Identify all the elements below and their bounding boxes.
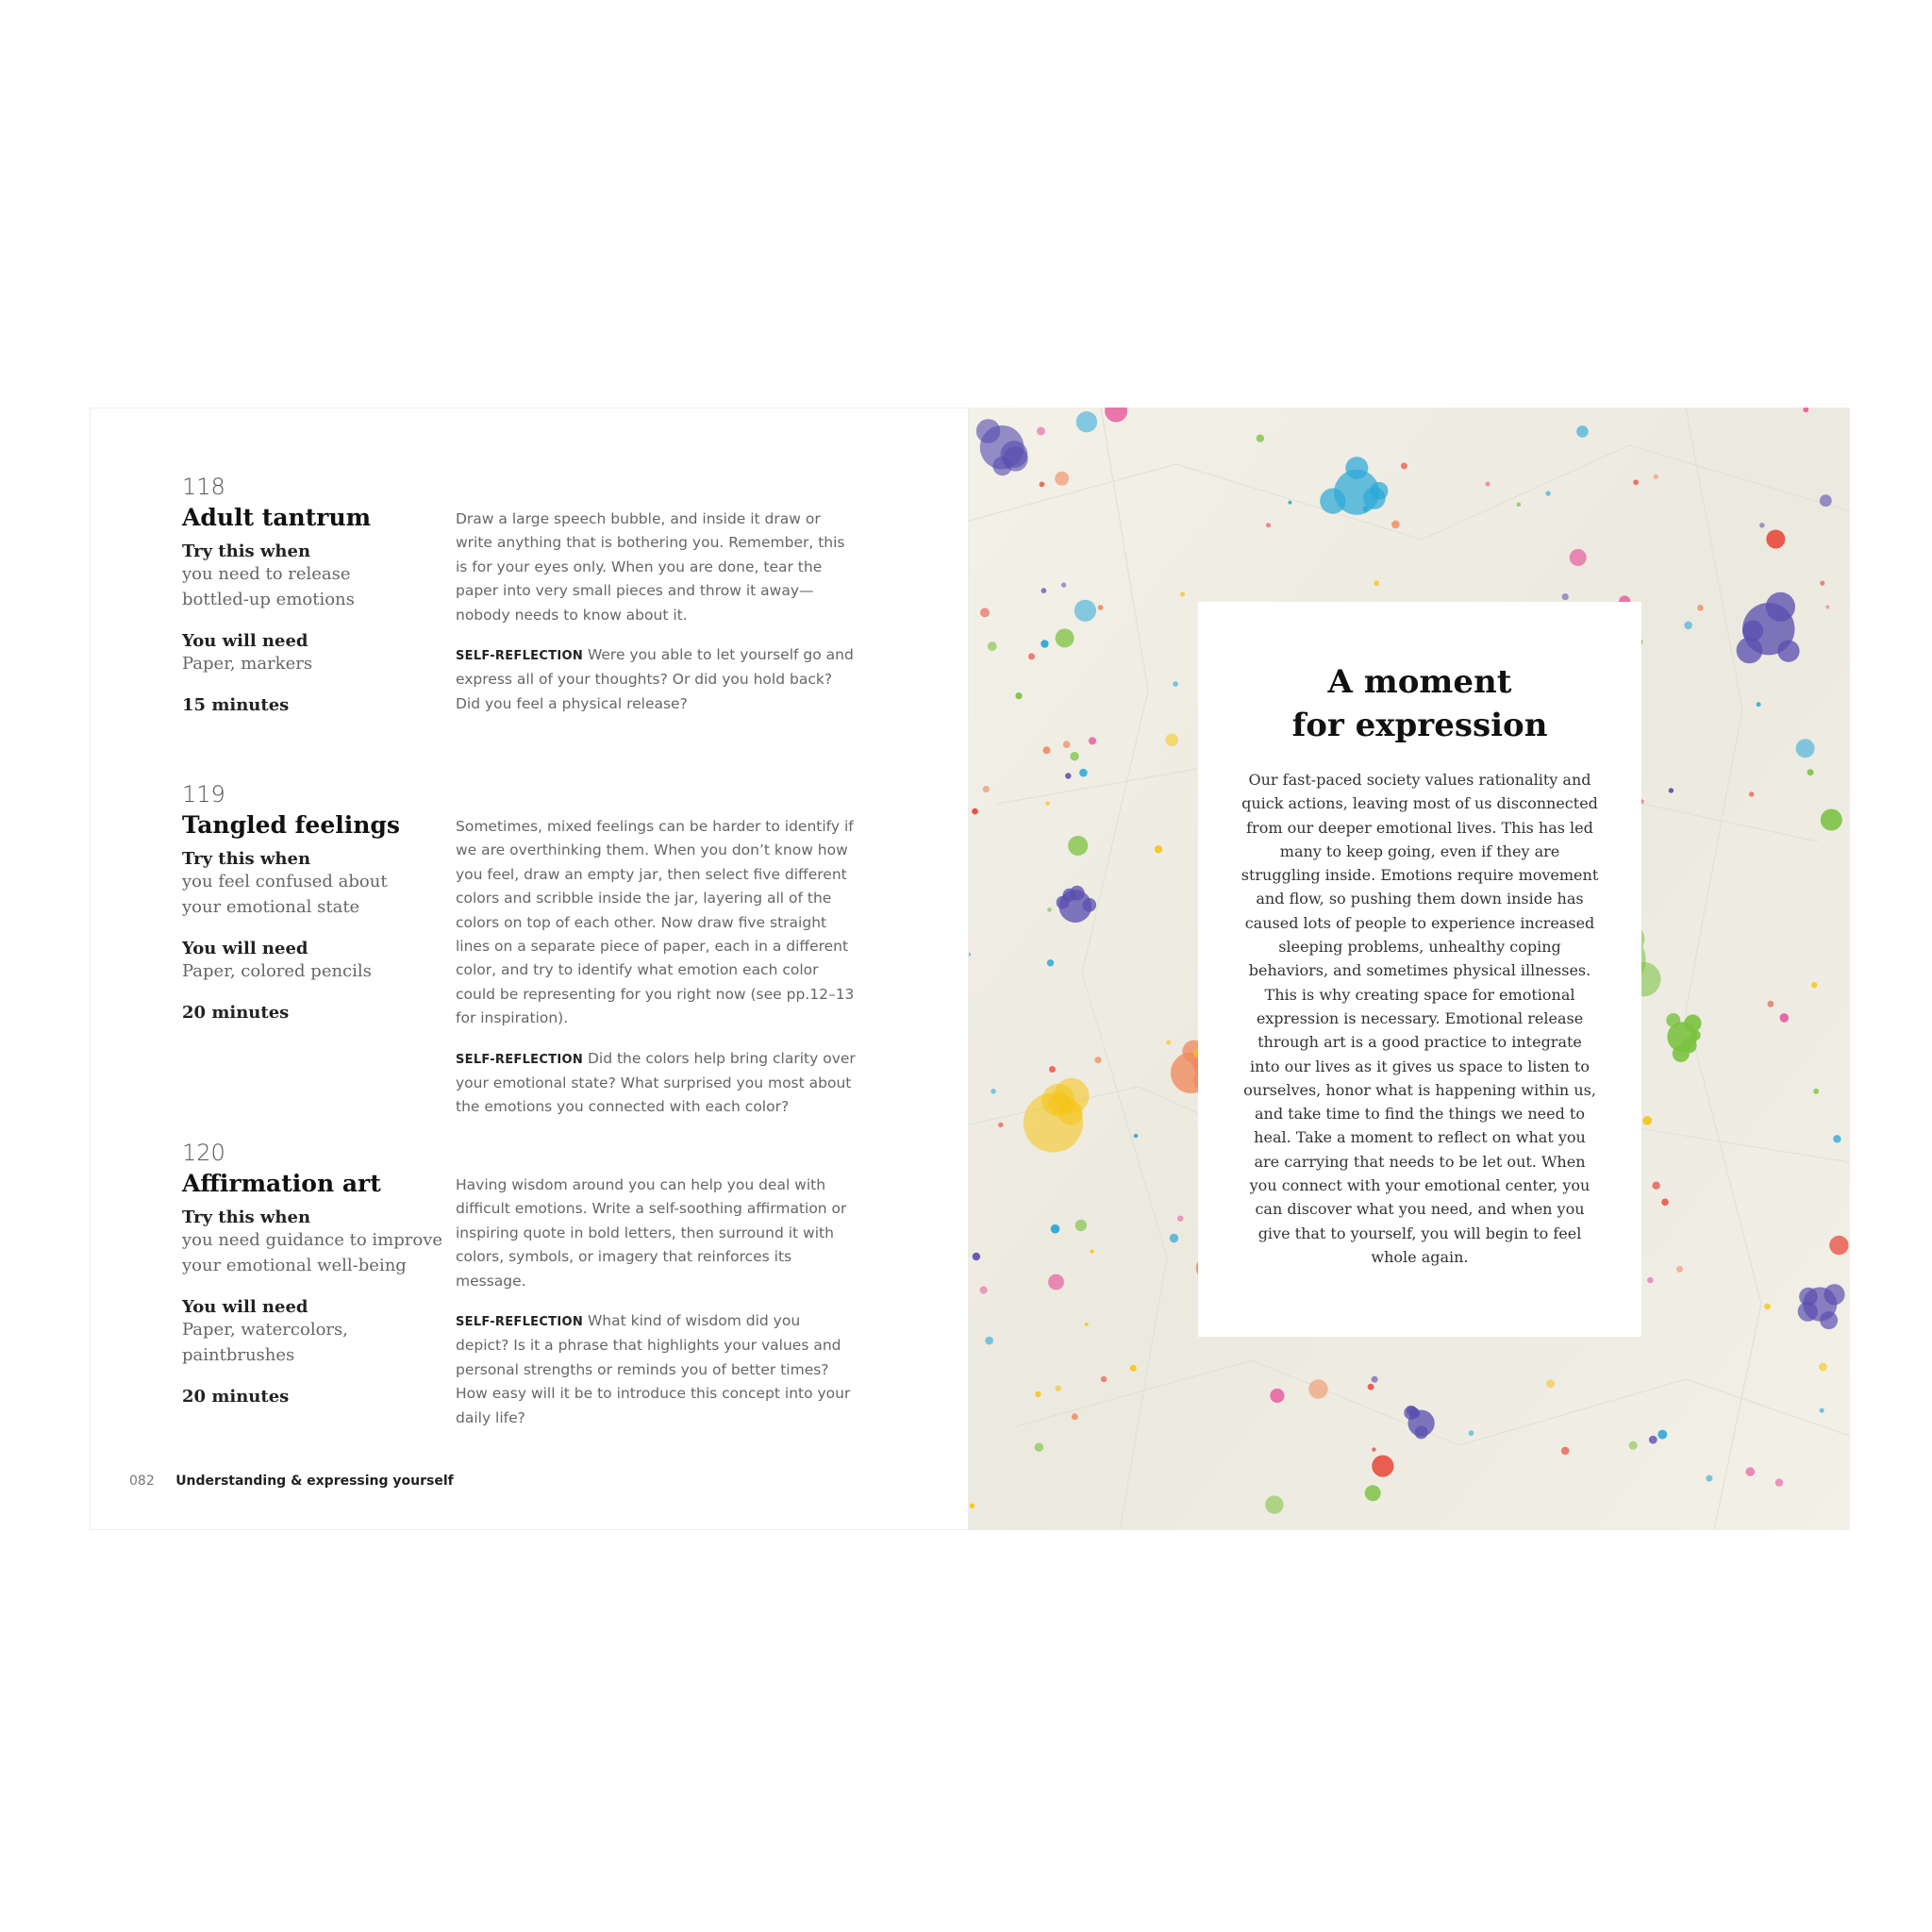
paint-splatter — [1561, 1447, 1570, 1456]
paint-splatter — [1094, 1057, 1101, 1063]
self-reflection-text: Did the colors help bring clarity over your emotional state? What surprised you most about the emotions you connected with each color? — [456, 1049, 856, 1116]
paint-splatter — [1063, 741, 1071, 748]
paint-splatter — [1669, 788, 1674, 792]
paint-splatter — [1576, 425, 1589, 438]
paint-splatter — [1372, 1456, 1393, 1477]
paint-splatter — [1820, 494, 1832, 507]
paint-splatter — [980, 1286, 988, 1293]
activity-number: 119 — [182, 781, 225, 808]
paint-splatter — [1746, 1467, 1756, 1476]
self-reflection-label: SELF-REFLECTION — [456, 1052, 584, 1067]
paint-splatter — [1070, 752, 1078, 760]
paint-splatter — [1821, 809, 1842, 831]
activity-description: Draw a large speech bubble, and inside it draw or write anything that is bothering you. Remember, this is for your eyes only. When you are done, tear the paper into very small pieces and throw it away—nobody needs to know about it. — [456, 510, 845, 624]
paint-splatter — [1673, 1045, 1690, 1062]
paint-splatter — [980, 608, 990, 617]
feature-title-line-1: A moment — [1327, 663, 1512, 701]
paint-splatter — [1684, 622, 1692, 630]
paint-splatter — [1166, 1041, 1171, 1045]
paint-splatter — [1173, 681, 1178, 687]
paint-splatter — [1043, 746, 1051, 754]
paint-splatter — [1820, 1408, 1824, 1413]
paint-splatter — [1546, 1379, 1555, 1388]
paint-splatter — [1155, 845, 1162, 853]
activity-118 — [182, 474, 937, 715]
paint-splatter — [1054, 1078, 1089, 1113]
paint-splatter — [1749, 791, 1754, 796]
paint-splatter — [1345, 457, 1368, 479]
paint-splatter — [1824, 1284, 1844, 1305]
paint-splatter — [1001, 441, 1028, 468]
self-reflection-text: What kind of wisdom did you depict? Is it a phrase that highlights your values and personal strengths or reminds you of better times? How easy will it be to introduce this concept into your daily life? — [456, 1312, 851, 1426]
paint-splatter — [1374, 580, 1379, 586]
paint-splatter — [1813, 1089, 1819, 1094]
try-text-1: you need to release — [182, 564, 351, 584]
paint-splatter — [1041, 640, 1048, 647]
paint-splatter — [1035, 1443, 1043, 1452]
paint-splatter — [1666, 1013, 1680, 1027]
activity-description: Sometimes, mixed feelings can be harder to identify if we are overthinking them. When you don’t know how you feel, draw an empty jar, then select five different colors and scribble inside the jar, layering all of the colors on top of each other. Now draw five straight lines on a separate piece of paper, each in a different color, and try to identify what emotion each color could be representing for you right now (see pp.12–13 for inspiration). — [456, 818, 855, 1027]
paint-splatter — [1047, 959, 1054, 966]
activity-title: Affirmation art — [182, 1170, 381, 1197]
paint-splatter — [1829, 1236, 1848, 1255]
book-spread — [90, 408, 1850, 1530]
paint-splatter — [1079, 769, 1088, 777]
paint-splatter — [1706, 1475, 1712, 1482]
need-label: You will need — [182, 1297, 308, 1317]
duration: 20 minutes — [182, 1003, 290, 1023]
paint-splatter — [1041, 588, 1047, 593]
feature-title-line-2: for expression — [1291, 707, 1548, 744]
page-footer — [129, 1474, 454, 1489]
activity-body — [456, 1174, 857, 1446]
paint-splatter — [1401, 462, 1407, 469]
feature-box — [1198, 602, 1641, 1337]
paint-splatter — [1372, 1376, 1378, 1383]
activity-title: Adult tantrum — [182, 504, 372, 531]
try-text-2: your emotional state — [182, 897, 360, 917]
try-label: Try this when — [182, 849, 311, 869]
paint-splatter — [1070, 886, 1085, 901]
paint-splatter — [1629, 1441, 1638, 1450]
activity-meta — [182, 849, 446, 1023]
feature-paragraph: Our fast-paced society values rationality and quick actions, leaving most of us disconnected from our deeper emotional lives. This has led many to keep going, even if they are struggling inside. Emotions require movement and flow, so pushing them down inside has caused lots of people to experience increased sleeping problems, unhealthy coping behaviors, and sometimes physical illnesses. This is why creating space for emotional expression is necessary. Emotional release through art is a good practice to integrate into our lives as it gives us space to listen to ourselves, honor what is happening within us, and take time to find the things we need to heal. Take a moment to reflect on what you are carrying that needs to be let out. When you connect with your emotional center, you can discover what you need, and when you give that to yourself, you will begin to feel whole again. — [1241, 771, 1599, 1266]
paint-splatter — [1799, 1288, 1818, 1307]
paint-splatter — [1768, 1001, 1774, 1008]
paint-splatter — [1775, 1478, 1783, 1486]
duration: 20 minutes — [182, 1387, 290, 1407]
paint-splatter — [1089, 737, 1096, 744]
paint-splatter — [1090, 1250, 1093, 1254]
section-title: Understanding & expressing yourself — [175, 1474, 454, 1489]
paint-splatter — [1049, 1066, 1056, 1073]
paint-splatter — [1177, 1216, 1183, 1222]
paint-splatter — [1365, 1485, 1381, 1501]
paint-splatter — [1085, 1323, 1089, 1326]
paint-splatter — [1320, 489, 1345, 514]
paint-splatter — [1037, 427, 1045, 436]
try-text-2: bottled-up emotions — [182, 590, 355, 609]
paint-splatter — [1045, 801, 1050, 806]
paint-splatter — [1015, 692, 1022, 699]
self-reflection-label: SELF-REFLECTION — [456, 649, 584, 664]
try-label: Try this when — [182, 1208, 311, 1227]
paint-splatter — [988, 641, 997, 651]
paint-splatter — [1075, 1220, 1087, 1231]
paint-splatter — [1486, 482, 1491, 487]
paint-splatter — [1764, 1304, 1771, 1310]
paint-splatter — [1404, 1406, 1418, 1420]
activity-number: 120 — [182, 1140, 225, 1166]
paint-splatter — [1048, 1274, 1064, 1291]
paint-splatter — [1545, 491, 1550, 495]
need-text-1: Paper, markers — [182, 654, 313, 674]
paint-splatter — [1652, 1182, 1659, 1190]
activity-title: Tangled feelings — [182, 811, 400, 839]
paint-splatter — [1061, 583, 1066, 588]
paint-splatter — [1415, 1426, 1428, 1440]
paint-splatter — [998, 1123, 1003, 1127]
self-reflection — [456, 1309, 857, 1430]
paint-splatter — [1056, 1386, 1061, 1391]
paint-splatter — [1288, 501, 1291, 505]
paint-splatter — [1266, 523, 1271, 527]
paint-splatter — [1165, 734, 1178, 747]
paint-splatter — [1308, 1379, 1327, 1398]
try-label: Try this when — [182, 541, 311, 561]
paint-splatter — [1737, 638, 1763, 664]
activity-120 — [182, 1140, 937, 1426]
paint-splatter — [991, 1089, 996, 1094]
paint-splatter — [1676, 1266, 1683, 1273]
paint-splatter — [1170, 1234, 1178, 1242]
paint-splatter — [1134, 1134, 1139, 1139]
paint-splatter — [1051, 1224, 1060, 1234]
paint-splatter — [1035, 1391, 1041, 1397]
paint-splatter — [1101, 1376, 1107, 1382]
self-reflection-text: Were you able to let yourself go and express all of your thoughts? Or did you hold back? Did you feel a physical release? — [456, 646, 854, 712]
paint-splatter — [1757, 702, 1761, 707]
paint-splatter — [1055, 472, 1069, 486]
duration: 15 minutes — [182, 695, 290, 715]
paint-splatter — [1517, 503, 1522, 508]
paint-splatter — [1180, 591, 1185, 596]
activity-description: Having wisdom around you can help you deal with difficult emotions. Write a self-soothing affirmation or inspiring quote in bold letters, then surround it with colors, symbols, or imagery that reinforces its message. — [456, 1176, 847, 1290]
activity-meta — [182, 1208, 446, 1407]
right-page — [969, 408, 1850, 1530]
paint-splatter — [976, 419, 1001, 443]
paint-splatter — [1076, 411, 1097, 432]
paint-splatter — [1371, 482, 1389, 500]
paint-splatter — [1065, 773, 1071, 778]
paint-splatter — [1270, 1389, 1284, 1403]
paint-splatter — [973, 1253, 980, 1260]
paint-splatter — [1654, 475, 1658, 479]
feature-title — [1198, 660, 1641, 747]
paint-splatter — [1072, 1413, 1078, 1420]
paint-splatter — [972, 808, 978, 815]
paint-splatter — [1057, 896, 1070, 909]
try-text-2: your emotional well-being — [182, 1256, 407, 1275]
paint-splatter — [1649, 1436, 1657, 1444]
paint-splatter — [985, 1337, 993, 1345]
paint-splatter — [1825, 606, 1829, 609]
activity-meta — [182, 541, 446, 715]
paint-splatter — [1780, 1013, 1790, 1023]
paint-splatter — [1368, 1384, 1374, 1391]
paint-splatter — [1068, 836, 1088, 856]
paint-splatter — [1820, 1311, 1838, 1329]
paint-splatter — [1372, 1447, 1375, 1451]
activity-body — [456, 815, 857, 1136]
paint-splatter — [1074, 600, 1096, 622]
need-text-1: Paper, watercolors, — [182, 1320, 348, 1340]
paint-splatter — [970, 1504, 974, 1508]
paint-splatter — [1265, 1495, 1283, 1513]
need-label: You will need — [182, 939, 308, 958]
need-text-2: paintbrushes — [182, 1345, 295, 1365]
paint-splatter — [1391, 521, 1400, 529]
activity-number: 118 — [182, 474, 225, 500]
paint-splatter — [1820, 581, 1824, 586]
paint-splatter — [1742, 621, 1763, 641]
paint-splatter — [1028, 653, 1035, 659]
self-reflection — [456, 1047, 857, 1120]
paint-splatter — [1759, 523, 1764, 527]
need-text-1: Paper, colored pencils — [182, 961, 372, 981]
paint-splatter — [1766, 592, 1795, 622]
paint-splatter — [1766, 530, 1785, 549]
paint-splatter — [1807, 769, 1814, 775]
paint-splatter — [1647, 1277, 1653, 1283]
paint-splatter — [1130, 1365, 1137, 1372]
paint-splatter — [1469, 1430, 1474, 1436]
activity-body — [456, 508, 857, 732]
paint-splatter — [1257, 435, 1264, 442]
paint-splatter — [1633, 479, 1639, 485]
paint-splatter — [1833, 1135, 1840, 1142]
paint-splatter — [983, 786, 990, 792]
paint-splatter — [1056, 628, 1074, 647]
need-label: You will need — [182, 631, 308, 651]
paint-splatter — [1083, 898, 1097, 912]
page-number: 082 — [129, 1474, 155, 1489]
activity-119 — [182, 781, 937, 1116]
paint-splatter — [1040, 482, 1045, 488]
left-page — [90, 408, 969, 1530]
paint-splatter — [1570, 549, 1587, 566]
self-reflection — [456, 643, 857, 716]
paint-splatter — [1047, 908, 1052, 912]
paint-splatter — [1562, 593, 1569, 600]
paint-splatter — [1777, 641, 1799, 662]
paint-splatter — [1796, 739, 1815, 758]
paint-splatter — [1811, 982, 1817, 988]
paint-splatter — [1642, 1116, 1652, 1125]
self-reflection-label: SELF-REFLECTION — [456, 1315, 584, 1330]
paint-splatter — [1697, 605, 1704, 611]
try-text-1: you feel confused about — [182, 872, 388, 891]
paint-splatter — [1661, 1199, 1669, 1207]
paint-splatter — [1657, 1430, 1667, 1440]
paint-splatter — [1098, 605, 1104, 610]
paint-splatter — [1684, 1015, 1701, 1032]
try-text-1: you need guidance to improve — [182, 1230, 443, 1250]
paint-splatter — [1819, 1363, 1827, 1372]
